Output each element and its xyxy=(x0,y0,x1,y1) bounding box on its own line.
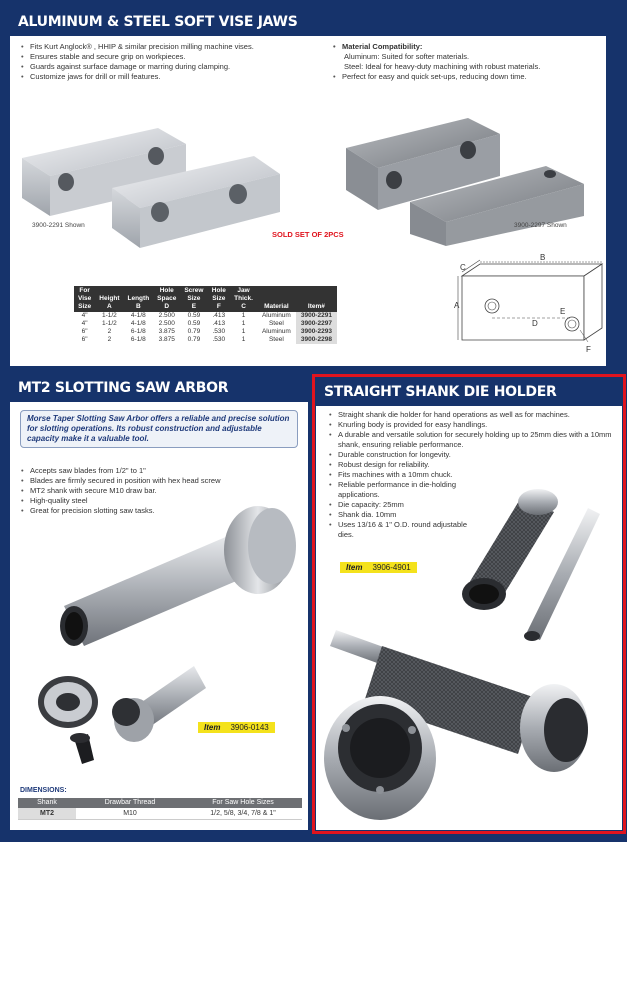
table-row xyxy=(18,808,302,820)
table-row xyxy=(74,336,337,344)
table-cell: .530 xyxy=(212,336,226,343)
table-cell: 1 xyxy=(241,328,246,335)
th-vise-size: For Vise Size xyxy=(74,286,95,312)
diagram-label-d: D xyxy=(532,319,538,328)
diagram-label-e: E xyxy=(560,307,566,316)
table-cell-item: 3900-2291 xyxy=(296,312,337,320)
table-cell: 6" xyxy=(81,328,88,335)
table-cell: 2.500 xyxy=(158,320,175,327)
table-cell: Aluminum xyxy=(261,328,291,335)
compat-aluminum: Aluminum: Suited for softer materials. xyxy=(344,52,470,61)
arbor-item-no: 3906-0143 xyxy=(230,723,269,732)
die-holder-item-no: 3906-4901 xyxy=(372,563,411,572)
th-saw-hole: For Saw Hole Sizes xyxy=(212,799,274,806)
list-item: • Reliable performance in die-holding applications. xyxy=(338,480,478,500)
table-cell: 1-1/2 xyxy=(101,312,117,319)
list-item: • A durable and versatile solution for securely holding up to 25mm dies with a 10mm shank, ensuring reliable performance. xyxy=(338,430,618,450)
table-header-row xyxy=(74,286,337,312)
table-cell: 4-1/8 xyxy=(130,312,146,319)
arbor-title: MT2 SLOTTING SAW ARBOR xyxy=(10,374,308,402)
list-item: • Guards against surface damage or marring during clamping. xyxy=(30,62,316,72)
th-material: Material xyxy=(257,286,296,312)
list-item: • Die capacity: 25mm xyxy=(338,500,478,510)
th-item: Item# xyxy=(296,286,337,312)
diagram-label-f: F xyxy=(586,345,591,354)
th-hole-space: Hole Space D xyxy=(153,286,180,312)
table-row xyxy=(74,312,337,320)
table-cell: 0.79 xyxy=(187,328,201,335)
caption-left: 3900-2291 Shown xyxy=(32,222,85,229)
arbor-section xyxy=(10,374,308,830)
vise-jaws-section xyxy=(10,8,606,366)
list-item: • Customize jaws for drill or mill features. xyxy=(30,72,316,82)
arbor-item-label: Item xyxy=(204,723,221,732)
jaw-dimension-diagram xyxy=(454,253,606,356)
diagram-label-c: C xyxy=(460,263,466,272)
table-cell: .413 xyxy=(212,312,226,319)
material-compat-title: • Material Compatibility: xyxy=(342,42,603,52)
table-cell-item: 3900-2297 xyxy=(296,320,337,328)
table-cell: 2.500 xyxy=(158,312,175,319)
die-holder-section xyxy=(316,378,622,830)
table-cell: 2 xyxy=(107,328,112,335)
th-shank: Shank xyxy=(37,799,57,806)
table-cell: 6-1/8 xyxy=(130,328,146,335)
table-cell: MT2 xyxy=(18,808,76,819)
arbor-intro-box xyxy=(20,410,298,448)
list-item: • MT2 shank with secure M10 draw bar. xyxy=(30,486,301,496)
th-drawbar: Drawbar Thread xyxy=(104,799,156,806)
table-cell-item: 3900-2293 xyxy=(296,328,337,336)
table-cell: 1 xyxy=(241,336,246,343)
th-hole-size: Hole Size F xyxy=(207,286,230,312)
list-item: • Uses 13/16 & 1" O.D. round adjustable dies. xyxy=(338,520,478,540)
list-item: • Durable construction for longevity. xyxy=(338,450,618,460)
list-item: • Accepts saw blades from 1/2" to 1" xyxy=(30,466,301,476)
vise-jaws-title: ALUMINUM & STEEL SOFT VISE JAWS xyxy=(10,8,606,36)
th-height: Height A xyxy=(95,286,123,312)
die-holder-image xyxy=(326,478,618,828)
table-header-row xyxy=(18,798,302,808)
table-cell: Aluminum xyxy=(261,312,291,319)
dimensions-table xyxy=(18,798,302,820)
table-cell-item: 3900-2298 xyxy=(296,336,337,344)
diagram-label-b: B xyxy=(540,253,546,262)
table-cell: .413 xyxy=(212,320,226,327)
die-holder-item-label: Item xyxy=(346,563,363,572)
caption-right: 3900-2297 Shown xyxy=(514,222,567,229)
list-item: • Straight shank die holder for hand operations as well as for machines. xyxy=(338,410,618,420)
vise-bullets-right xyxy=(328,42,603,52)
compat-steel: Steel: Ideal for heavy-duty machining with robust materials. xyxy=(344,62,541,71)
arbor-item-number xyxy=(198,722,275,733)
vise-bullets-left xyxy=(16,42,316,82)
list-item: • Fits machines with a 10mm chuck. xyxy=(338,470,478,480)
dimensions-title: DIMENSIONS: xyxy=(20,787,67,794)
table-cell: 4-1/8 xyxy=(130,320,146,327)
table-cell: 6" xyxy=(81,336,88,343)
table-cell: 1-1/2 xyxy=(101,320,117,327)
table-cell: 3.875 xyxy=(158,336,175,343)
table-cell: 0.79 xyxy=(187,336,201,343)
list-item: • Shank dia. 10mm xyxy=(338,510,478,520)
list-item: • Perfect for easy and quick set-ups, reducing down time. xyxy=(342,72,603,82)
th-jaw-thick: Jaw Thick. C xyxy=(230,286,257,312)
th-screw-size: Screw Size E xyxy=(180,286,207,312)
table-cell: 4" xyxy=(81,320,88,327)
table-cell: 2 xyxy=(107,336,112,343)
table-cell: 0.59 xyxy=(187,312,201,319)
diagram-label-a: A xyxy=(454,301,460,310)
table-cell: 1 xyxy=(241,312,246,319)
table-cell: 6-1/8 xyxy=(130,336,146,343)
table-cell: Steel xyxy=(268,320,284,327)
arbor-intro-text: Morse Taper Slotting Saw Arbor offers a reliable and precise solution for slotting operations. Its robust construction and adjustable capacity make it a valuable tool. xyxy=(27,414,290,443)
table-cell: 1 xyxy=(241,320,246,327)
list-item: • Blades are firmly secured in position with hex head screw xyxy=(30,476,301,486)
list-item: • Robust design for reliability. xyxy=(338,460,618,470)
list-item: • Knurling body is provided for easy handlings. xyxy=(338,420,618,430)
table-cell: 4" xyxy=(81,312,88,319)
list-item: • High-quality steel xyxy=(30,496,301,506)
table-cell: M10 xyxy=(123,810,137,817)
vise-spec-table xyxy=(74,286,337,344)
list-item: • Fits Kurt Anglock® , HHIP & similar precision milling machine vises. xyxy=(30,42,316,52)
table-cell: 0.59 xyxy=(187,320,201,327)
sold-set-label: SOLD SET OF 2PCS xyxy=(272,230,344,239)
table-row xyxy=(74,320,337,328)
arbor-image xyxy=(24,506,304,776)
table-cell: .530 xyxy=(212,328,226,335)
die-holder-title: STRAIGHT SHANK DIE HOLDER xyxy=(316,378,622,406)
table-cell: 3.875 xyxy=(158,328,175,335)
th-length: Length B xyxy=(124,286,154,312)
table-cell: Steel xyxy=(268,336,284,343)
list-item: • Ensures stable and secure grip on workpieces. xyxy=(30,52,316,62)
list-item: • Great for precision slotting saw tasks. xyxy=(30,506,301,516)
table-row xyxy=(74,328,337,336)
table-cell: 1/2, 5/8, 3/4, 7/8 & 1" xyxy=(210,810,276,817)
